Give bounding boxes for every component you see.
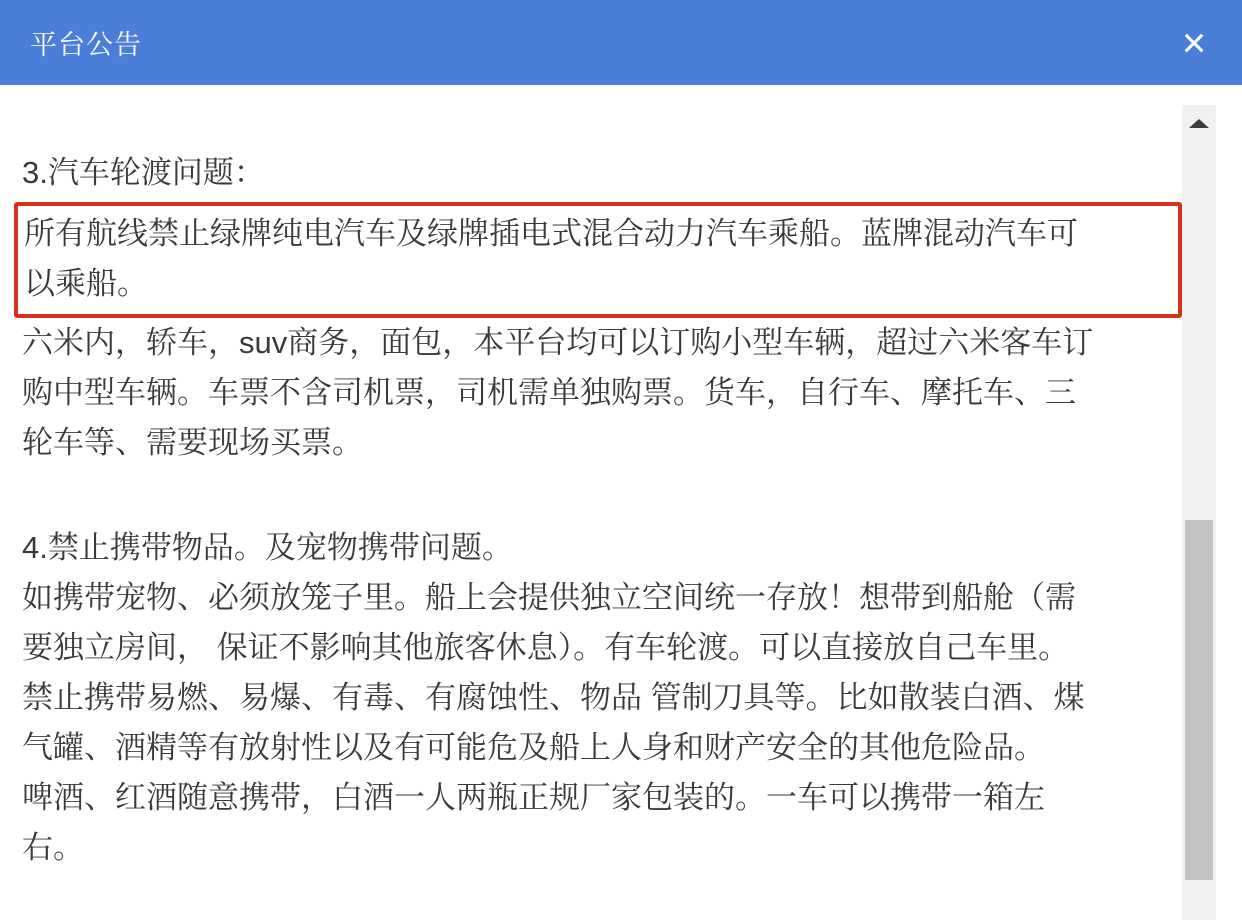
section3-text-line: 轮车等、需要现场买票。 — [22, 425, 363, 460]
announcement-content — [0, 85, 1242, 873]
vertical-scrollbar[interactable] — [1182, 105, 1216, 920]
highlighted-line: 以乘船。 — [24, 266, 148, 301]
section3-text-line: 购中型车辆。车票不含司机票，司机需单独购票。货车，自行车、摩托车、三 — [22, 375, 1076, 410]
modal-body — [0, 85, 1242, 920]
section4-text-line: 要独立房间， 保证不影响其他旅客休息）。有车轮渡。可以直接放自己车里。 — [22, 630, 1070, 665]
modal-title: 平台公告 — [30, 30, 142, 60]
section4-text-line: 啤酒、红酒随意携带，白酒一人两瓶正规厂家包装的。一车可以携带一箱左 — [22, 780, 1045, 815]
highlighted-line: 所有航线禁止绿牌纯电汽车及绿牌插电式混合动力汽车乘船。蓝牌混动汽车可 — [24, 216, 1078, 251]
highlighted-notice-box — [14, 202, 1182, 318]
section4-heading: 4.禁止携带物品。及宠物携带问题。 — [22, 530, 513, 565]
modal-header — [0, 0, 1242, 85]
scrollbar-thumb[interactable] — [1185, 520, 1213, 880]
scroll-up-arrow-icon — [1189, 119, 1209, 128]
close-icon[interactable]: × — [1181, 18, 1207, 66]
section3-text-line: 六米内，轿车，suv商务，面包，本平台均可以订购小型车辆，超过六米客车订 — [22, 325, 1094, 360]
section4-text-line: 气罐、酒精等有放射性以及有可能危及船上人身和财产安全的其他危险品。 — [22, 730, 1045, 765]
section4-text-line: 如携带宠物、必须放笼子里。船上会提供独立空间统一存放！想带到船舱（需 — [22, 580, 1076, 615]
section3-heading: 3.汽车轮渡问题： — [22, 155, 265, 190]
section4-text-line: 禁止携带易燃、易爆、有毒、有腐蚀性、物品 管制刀具等。比如散装白酒、煤 — [22, 680, 1085, 715]
scroll-up-button[interactable] — [1182, 105, 1216, 141]
section4-text-line: 右。 — [22, 830, 84, 865]
